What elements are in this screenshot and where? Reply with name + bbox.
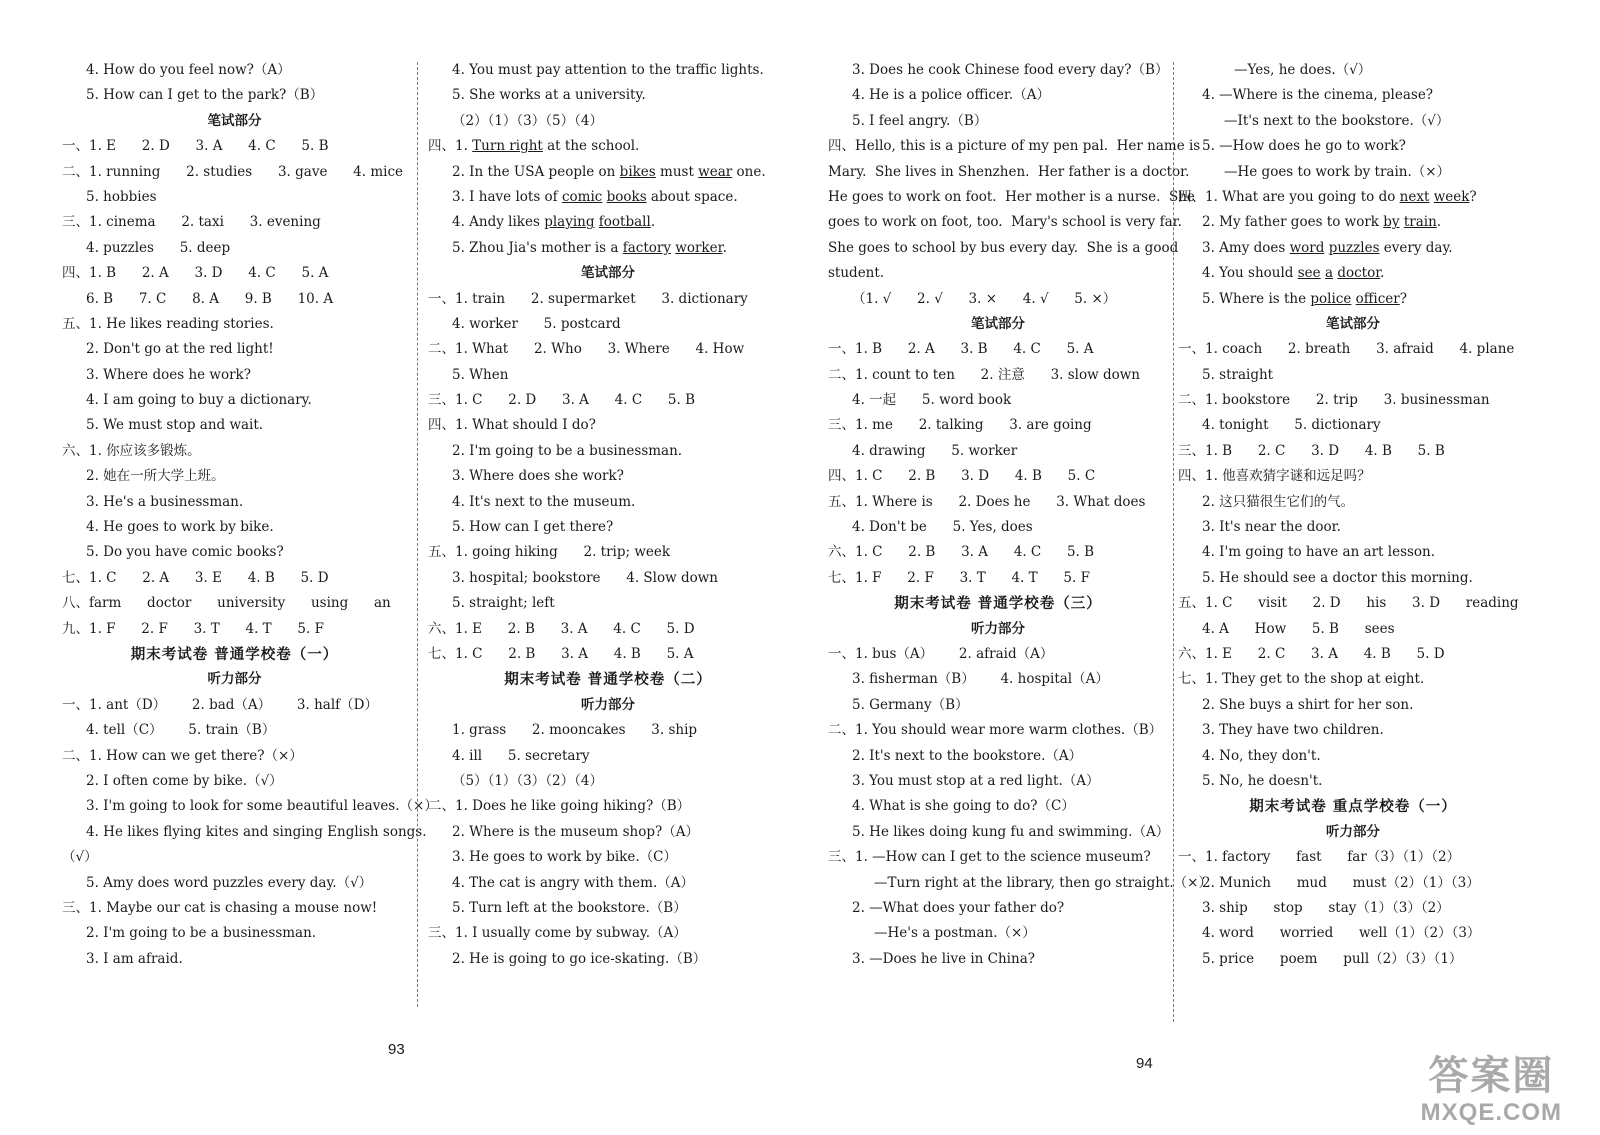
answer-line: 六、1. E 2. B 3. A 4. C 5. D [428,620,695,637]
answer-line: 3. It's near the door. [1202,519,1341,536]
answer-line: 五、1. He likes reading stories. [62,315,274,332]
answer-line: 3. Does he cook Chinese food every day?（B） [852,62,1169,78]
answer-line: 2. —What does your father do? [852,899,1065,916]
answer-line: 4. drawing 5. worker [852,442,1018,459]
answer-line: 2. I'm going to be a businessman. [86,925,317,942]
answer-line: （5）（1）（3）（2）（4） [452,772,603,789]
answer-line: 六、1. E 2. C 3. A 4. B 5. D [1178,645,1445,662]
answer-line: 5. hobbies [86,188,157,205]
answer-line: 一、1. factory fast far（3）（1）（2） [1178,849,1461,866]
answer-line: 4. tell（C） 5. train（B） [86,722,276,739]
answer-line: 4. No, they don't. [1202,747,1321,764]
underlined-answer: books [606,188,647,205]
watermark-logo: 答案圈 [1428,1053,1555,1099]
answer-line: 二、1. You should wear more warm clothes.（B） [828,722,1163,739]
underlined-answer: officer [1355,290,1400,307]
answer-line: 5. He likes doing kung fu and swimming.（A） [852,823,1170,840]
answer-line: 5. Amy does word puzzles every day.（√） [86,874,373,891]
answer-line: 2. 她在一所大学上班。 [86,468,225,485]
answer-line: 2. In the USA people on bikes must wear one. [452,163,766,180]
answer-line: 5. He should see a doctor this morning. [1202,569,1473,586]
answer-line: 4. He likes flying kites and singing English songs. [86,823,427,840]
section-heading: 期末考试卷 普通学校卷（一） [130,645,339,663]
answer-line: 3. fisherman（B） 4. hospital（A） [852,671,1109,688]
answer-line: 四、1. C 2. B 3. D 4. B 5. C [828,468,1096,485]
watermark [1421,1053,1562,1127]
answer-line: 二、1. How can we get there?（×） [62,747,303,764]
answer-line: 2. I often come by bike.（√） [86,772,283,789]
answer-line: 4. What is she going to do?（C） [852,798,1075,815]
answer-line: 4. A How 5. B sees [1202,620,1395,637]
column-4 [1178,58,1528,972]
answer-line: 5. We must stop and wait. [86,417,264,434]
answer-line: 五、1. C visit 2. D his 3. D reading [1178,595,1519,612]
answer-line: —He goes to work by train.（×） [1224,163,1451,180]
answer-line: 5. I feel angry.（B） [852,112,988,129]
answer-line: 一、1. B 2. A 3. B 4. C 5. A [828,341,1094,358]
answer-line: 2. Where is the museum shop?（A） [452,823,699,840]
answer-line: 5. straight [1202,366,1274,383]
column-divider-left [417,62,418,1007]
answer-line: 二、1. running 2. studies 3. gave 4. mice [62,163,404,180]
answer-line: 2. Munich mud must（2）（1）（3） [1202,874,1480,891]
section-heading: 听力部分 [581,696,635,713]
answer-line: 4. worker 5. postcard [452,315,621,332]
answer-line: 五、1. going hiking 2. trip; week [428,544,671,561]
answer-line: 6. B 7. C 8. A 9. B 10. A [86,290,334,307]
answer-line: 4. 一起 5. word book [852,392,1012,409]
answer-line: 2. My father goes to work by train. [1202,214,1442,231]
answer-line: 3. They have two children. [1202,722,1384,739]
answer-line: 4. The cat is angry with them.（A） [452,874,695,891]
answer-line: 三、1. me 2. talking 3. are going [828,417,1092,434]
section-heading: 期末考试卷 普通学校卷（二） [504,671,712,689]
answer-line: 5. price poem pull（2）（3）（1） [1202,950,1463,967]
answer-line: 5. Turn left at the bookstore.（B） [452,899,687,916]
answer-line: student. [828,265,885,282]
watermark-site: MXQE.COM [1420,1099,1562,1126]
answer-line: 2. Don't go at the red light! [86,341,274,358]
answer-line: Mary. She lives in Shenzhen. Her father is a doctor. [828,163,1190,180]
page-number-left: 93 [388,1041,405,1058]
answer-line: 五、1. Where is 2. Does he 3. What does [828,493,1146,510]
section-heading: 期末考试卷 重点学校卷（一） [1249,798,1457,816]
answer-line: 三、1. I usually come by subway.（A） [428,925,687,942]
answer-line: 5. Where is the police officer? [1202,290,1407,307]
answer-line: 5. —How does he go to work? [1202,138,1406,155]
answer-line: 4. Don't be 5. Yes, does [852,519,1033,536]
answer-line: 一、1. ant（D） 2. bad（A） 3. half（D） [62,696,378,713]
underlined-answer: comic [561,188,603,205]
answer-line: She goes to school by bus every day. She is a good [828,239,1179,256]
answer-line: 3. Where does he work? [86,366,251,383]
column-divider-right [1173,62,1174,1022]
underlined-answer: Turn right [472,138,543,155]
section-heading: 听力部分 [1326,823,1380,840]
underlined-answer: doctor [1337,265,1381,282]
answer-line: 4. It's next to the museum. [452,493,636,510]
underlined-answer: next [1399,188,1430,205]
underlined-answer: see [1297,265,1321,282]
answer-line: 3. I am afraid. [86,950,183,967]
section-heading: 期末考试卷 普通学校卷（三） [894,595,1102,613]
answer-line: 七、1. F 2. F 3. T 4. T 5. F [828,569,1090,586]
answer-line: 5. How can I get there? [452,519,614,536]
underlined-answer: train [1403,214,1437,231]
answer-line: 一、1. E 2. D 3. A 4. C 5. B [62,138,329,155]
underlined-answer: wear [698,163,733,180]
answer-line: 4. word worried well（1）（2）（3） [1202,925,1481,942]
answer-line: 四、1. Turn right at the school. [428,138,640,155]
answer-line: 4. He goes to work by bike. [86,519,274,536]
answer-line: 3. He's a businessman. [86,493,244,510]
answer-line: 3. You must stop at a red light.（A） [852,772,1100,789]
answer-line: 六、1. C 2. B 3. A 4. C 5. B [828,544,1095,561]
answer-line: 4. You must pay attention to the traffic lights. [452,62,764,78]
answer-line: 5. How can I get to the park?（B） [86,87,324,104]
answer-line: He goes to work on foot. Her mother is a nurse. She [828,188,1195,205]
answer-line: 4. How do you feel now?（A） [86,62,291,78]
answer-line: 5. Zhou Jia's mother is a factory worker. [452,239,727,256]
answer-line: 一、1. bus（A） 2. afraid（A） [828,645,1054,662]
answer-line: —Turn right at the library, then go straight.（×） [874,874,1212,891]
section-heading: 笔试部分 [207,112,262,129]
answer-line: 4. Andy likes playing football. [452,214,656,231]
answer-line: 4. tonight 5. dictionary [1202,417,1381,434]
answer-line: 3. hospital; bookstore 4. Slow down [452,569,718,586]
answer-line: 二、1. count to ten 2. 注意 3. slow down [828,366,1140,383]
underlined-answer: football [598,214,651,231]
answer-line: 5. When [452,366,509,383]
answer-line: 3. Amy does word puzzles every day. [1202,239,1453,256]
answer-line: 四、Hello, this is a picture of my pen pal. Her name is [828,138,1201,155]
answer-line: 二、1. bookstore 2. trip 3. businessman [1178,392,1490,409]
answer-line: 3. —Does he live in China? [852,950,1035,967]
answer-line: 四、1. B 2. A 3. D 4. C 5. A [62,265,329,282]
answer-line: —He's a postman.（×） [874,925,1036,942]
answer-line: goes to work on foot, too. Mary's school is very far. [828,214,1182,231]
section-heading: 笔试部分 [1326,315,1380,332]
answer-line: 3. Where does she work? [452,468,624,485]
underlined-answer: by [1383,214,1400,231]
underlined-answer: word [1289,239,1325,256]
underlined-answer: puzzles [1328,239,1380,256]
section-heading: 笔试部分 [971,315,1025,332]
answer-line: 2. He is going to go ice-skating.（B） [452,950,707,967]
column-3 [828,58,1212,972]
section-heading: 听力部分 [207,671,262,688]
answer-line: 四、1. What are you going to do next week? [1178,188,1477,205]
answer-line: 2. It's next to the bookstore.（A） [852,747,1083,764]
underlined-answer: a [1324,265,1334,282]
answer-line: 四、1. What should I do? [428,417,596,434]
answer-line: 三、1. —How can I get to the science museum? [828,849,1151,866]
answer-line: 六、1. 你应该多锻炼。 [62,442,201,459]
underlined-answer: week [1433,188,1470,205]
column-1 [62,58,438,972]
answer-line: 三、1. cinema 2. taxi 3. evening [62,214,321,231]
answer-line: 4. ill 5. secretary [452,747,590,764]
answer-line: 3. He goes to work by bike.（C） [452,849,677,866]
answer-line: 三、1. Maybe our cat is chasing a mouse now! [62,899,378,916]
answer-line: 九、1. F 2. F 3. T 4. T 5. F [62,620,324,637]
answer-line: 一、1. coach 2. breath 3. afraid 4. plane [1178,341,1515,358]
answer-line: 七、1. C 2. A 3. E 4. B 5. D [62,569,329,586]
answer-line: —It's next to the bookstore.（√） [1224,112,1450,129]
answer-line: 一、1. train 2. supermarket 3. dictionary [428,290,748,307]
answer-line: 4. I am going to buy a dictionary. [86,392,312,409]
underlined-answer: bikes [619,163,656,180]
underlined-answer: playing [544,214,595,231]
answer-line: —Yes, he does.（√） [1234,62,1372,78]
answer-line: 3. I'm going to look for some beautiful leaves.（×） [86,798,438,815]
underlined-answer: factory [622,239,671,256]
section-heading: 笔试部分 [581,265,635,282]
answer-line: （√） [62,849,98,866]
answer-line: 5. Germany（B） [852,696,969,713]
answer-line: 3. ship stop stay（1）（3）（2） [1202,899,1450,916]
underlined-answer: worker [675,239,723,256]
answer-line: 4. —Where is the cinema, please? [1202,87,1434,104]
answer-line: （1. √ 2. √ 3. × 4. √ 5. ×） [852,290,1117,307]
answer-line: 5. straight; left [452,595,555,612]
answer-line: 4. He is a police officer.（A） [852,87,1050,104]
answer-line: 二、1. Does he like going hiking?（B） [428,798,691,815]
answer-line: （2）（1）（3）（5）（4） [452,112,603,129]
answer-line: 3. I have lots of comic books about space. [452,188,738,205]
answer-line: 5. She works at a university. [452,87,646,104]
answer-line: 三、1. C 2. D 3. A 4. C 5. B [428,392,696,409]
column-2 [428,58,788,972]
answer-line: 2. She buys a shirt for her son. [1202,696,1414,713]
answer-line: 4. You should see a doctor. [1202,265,1385,282]
answer-line: 八、farm doctor university using an [62,595,391,612]
answer-line: 三、1. B 2. C 3. D 4. B 5. B [1178,442,1445,459]
answer-line: 四、1. 他喜欢猜字谜和远足吗？ [1178,468,1371,485]
answer-line: 4. I'm going to have an art lesson. [1202,544,1436,561]
answer-line: 5. No, he doesn't. [1202,772,1323,789]
page-number-right: 94 [1136,1055,1153,1072]
underlined-answer: police [1310,290,1352,307]
answer-line: 2. 这只猫很生它们的气。 [1202,493,1355,510]
answer-line: 1. grass 2. mooncakes 3. ship [452,722,698,739]
answer-line: 2. I'm going to be a businessman. [452,442,683,459]
answer-line: 5. Do you have comic books? [86,544,284,561]
answer-line: 七、1. C 2. B 3. A 4. B 5. A [428,645,694,662]
answer-line: 二、1. What 2. Who 3. Where 4. How [428,341,745,358]
answer-line: 七、1. They get to the shop at eight. [1178,671,1425,688]
section-heading: 听力部分 [971,620,1025,637]
answer-line: 4. puzzles 5. deep [86,239,231,256]
